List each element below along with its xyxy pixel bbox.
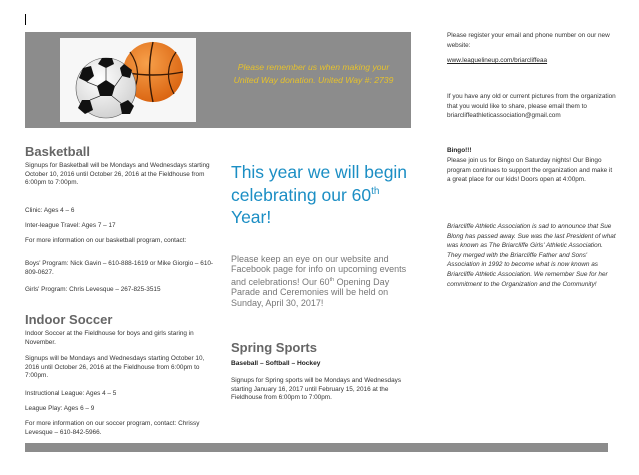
- anniversary-headline: This year we will begin celebrating our 60th Year!: [231, 162, 408, 227]
- basketball-info: For more information on our basketball program, contact:: [25, 237, 187, 244]
- bingo-text: Please join us for Bingo on Saturday nights! Our Bingo program continues to support the organization and make it a great place for our kids! Doors open at 4:00pm.: [447, 157, 613, 184]
- soccer-league: League Play: Ages 6 – 9: [25, 405, 95, 412]
- soccer-heading: Indoor Soccer: [25, 312, 113, 327]
- register-text: Please register your email and phone number on our new website:: [447, 32, 610, 49]
- spring-sports-signups: Signups for Spring sports will be Mondays and Wednesdays starting January 16, 2017 until February 15, 2016 at the Fieldhouse from 6:00pm to 7:00pm.: [231, 377, 402, 402]
- soccer-info: For more information on our soccer program, contact: Chrissy Levesque – 610-842-5966.: [25, 420, 200, 436]
- spring-sports-list: Baseball – Softball – Hockey: [231, 360, 321, 367]
- spring-sports-heading: Spring Sports: [231, 340, 317, 355]
- basketball-heading: Basketball: [25, 144, 91, 159]
- sports-balls-image: [60, 38, 196, 122]
- sports-balls-icon: [60, 38, 196, 122]
- footer-bar: [25, 443, 608, 452]
- basketball-clinic: Clinic: Ages 4 – 6: [25, 207, 75, 214]
- celebration-announcement: Please keep an eye on our website and Facebook page for info on upcoming events and celebrations! Our 60th Opening Day Parade and Ceremonies will be held on Sunday, April 30, 2017!: [231, 254, 407, 308]
- soccer-intro: Indoor Soccer at the Fieldhouse for boys and girls staring in November.: [25, 330, 194, 346]
- pictures-request: If you have any old or current pictures from the organization that you would like to share, please email them to briarcliffeathleticassociation@gmail.com: [447, 93, 616, 120]
- website-link[interactable]: www.leaguelineup.com/briarcliffeaa: [447, 57, 548, 64]
- basketball-signups: Signups for Basketball will be Mondays and Wednesdays starting October 10, 2016 until October 26, 2016 at the Fieldhouse from 6:00pm to 7:00pm.: [25, 162, 210, 187]
- basketball-travel: Inter-league Travel: Ages 7 – 17: [25, 222, 116, 229]
- soccer-signups: Signups will be Mondays and Wednesdays starting October 10, 2016 until October 26, 2016 at the Fieldhouse from 6:00pm to 7:00pm.: [25, 355, 205, 380]
- bingo-title: Bingo!!!: [447, 147, 472, 154]
- soccer-instructional: Instructional League: Ages 4 – 5: [25, 390, 117, 397]
- basketball-girls-program: Girls' Program: Chris Levesque – 267-825-3515: [25, 286, 161, 293]
- basketball-boys-program: Boys' Program: Nick Gavin – 610-888-1619 or Mike Giorgio – 610-809-0627.: [25, 260, 214, 276]
- memorial-text: Briarcliffe Athletic Association is sad to announce that Sue Blong has passed away. Sue was the last President of what was known as The Briarcliffe Girls' Athletic Association. They merged with the Briarcliffe Father and Sons' Association in 1992 to become what is now known as Briarcliffe Athletic Association. We remember Sue for her commitment to the Organization and the Community!: [447, 223, 616, 288]
- united-way-message: Please remember us when making your United Way donation. United Way #: 2739: [233, 62, 394, 85]
- text-cursor: [25, 14, 26, 25]
